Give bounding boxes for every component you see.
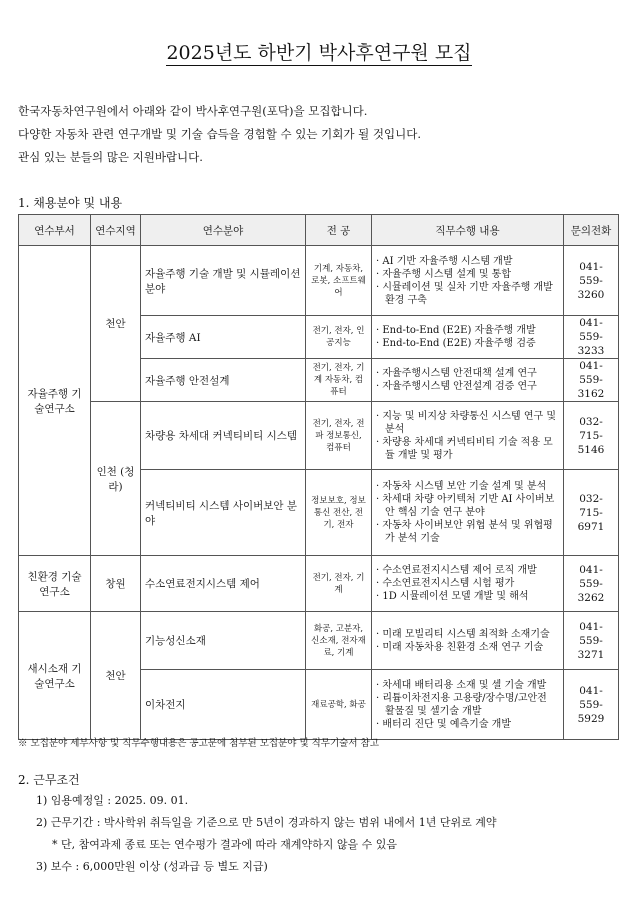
field-cell: 자율주행 AI <box>141 316 306 359</box>
major-cell: 기계, 자동차, 로봇, 소프트웨어 <box>306 246 372 316</box>
duty-item: · 차량용 차세대 커넥티비티 기술 적용 모듈 개발 및 평가 <box>376 436 553 461</box>
duty-item: · 시뮬레이션 및 실차 기반 자율주행 개발 환경 구축 <box>376 281 553 306</box>
duty-item: · 리튬이차전지용 고용량/장수명/고안전 활물질 및 셀기술 개발 <box>376 692 547 717</box>
field-cell: 기능성신소재 <box>141 612 306 670</box>
table-row <box>19 246 619 316</box>
intro-text <box>18 100 421 169</box>
table-row <box>19 612 619 670</box>
major-cell: 정보보호, 정보통신 전산, 전기, 전자 <box>306 470 372 556</box>
header-region: 연수지역 <box>91 215 141 246</box>
table-row <box>19 402 619 470</box>
field-cell: 수소연료전지시스템 제어 <box>141 556 306 612</box>
field-cell: 자율주행 기술 개발 및 시뮬레이션 분야 <box>141 246 306 316</box>
header-field: 연수분야 <box>141 215 306 246</box>
condition-item: 1) 임용예정일 : 2025. 09. 01. <box>36 794 189 807</box>
phone-cell: 041-559-3271 <box>564 612 619 670</box>
duty-cell <box>372 246 564 316</box>
header-phone: 문의전화 <box>564 215 619 246</box>
table-row <box>19 556 619 612</box>
dept-cell: 친환경 기술연구소 <box>19 556 91 612</box>
conditions-list <box>36 790 496 878</box>
phone-cell: 041-559-3260 <box>564 246 619 316</box>
region-cell: 천안 <box>91 246 141 402</box>
duty-item: · 지능 및 비지상 차량통신 시스템 연구 및 분석 <box>376 410 556 435</box>
dept-cell: 새시소재 기술연구소 <box>19 612 91 740</box>
duty-cell <box>372 612 564 670</box>
duty-item: · 자율주행시스템 안전대책 설계 연구 <box>376 368 537 379</box>
region-cell: 인천 (청라) <box>91 402 141 556</box>
duty-item: · End-to-End (E2E) 자율주행 검증 <box>376 338 536 349</box>
field-cell: 이차전지 <box>141 670 306 740</box>
header-dept: 연수부서 <box>19 215 91 246</box>
major-cell: 화공, 고분자, 신소재, 전자재료, 기계 <box>306 612 372 670</box>
header-duties: 직무수행 내용 <box>372 215 564 246</box>
condition-item: 3) 보수 : 6,000만원 이상 (성과급 등 별도 지급) <box>36 860 268 873</box>
field-cell: 자율주행 안전설계 <box>141 359 306 402</box>
table-header-row <box>19 215 619 246</box>
phone-cell: 041-559-3233 <box>564 316 619 359</box>
major-cell: 전기, 전자, 기계 <box>306 556 372 612</box>
duty-cell <box>372 670 564 740</box>
duty-item: · 수소연료전지시스템 제어 로직 개발 <box>376 565 537 576</box>
major-cell: 재료공학, 화공 <box>306 670 372 740</box>
condition-item: 2) 근무기간 : 박사학위 취득일을 기준으로 만 5년이 경과하지 않는 범위 내에서 1년 단위로 계약 <box>36 816 497 829</box>
major-cell: 전기, 전자, 전파 정보통신, 컴퓨터 <box>306 402 372 470</box>
duty-cell <box>372 316 564 359</box>
phone-cell: 041-559-5929 <box>564 670 619 740</box>
duty-item: · 1D 시뮬레이션 모델 개발 및 해석 <box>376 591 529 602</box>
duty-cell <box>372 556 564 612</box>
dept-cell: 자율주행 기술연구소 <box>19 246 91 556</box>
condition-note: * 단, 참여과제 종료 또는 연수평가 결과에 따라 재계약하지 않을 수 있음 <box>52 838 397 851</box>
duty-item: · 자율주행 시스템 설계 및 통합 <box>376 268 511 280</box>
duty-item: · 미래 모빌리티 시스템 최적화 소재기술 <box>376 628 550 640</box>
table-note: ※ 모집분야 세부사항 및 직무수행내용은 공고문에 첨부된 모집분야 및 직무기술서 참고 <box>18 738 379 749</box>
field-cell: 차량용 차세대 커넥티비티 시스템 <box>141 402 306 470</box>
major-cell: 전기, 전자, 기계 자동차, 컴퓨터 <box>306 359 372 402</box>
intro-line: 다양한 자동차 관련 연구개발 및 기술 습득을 경험할 수 있는 기회가 될 것입니다. <box>18 127 422 141</box>
page-title: 2025년도 하반기 박사후연구원 모집 <box>166 42 472 64</box>
recruitment-table <box>18 214 619 740</box>
duty-item: · 수소연료전지시스템 시험 평가 <box>376 578 515 589</box>
duty-item: · AI 기반 자율주행 시스템 개발 <box>376 255 513 267</box>
intro-line: 관심 있는 분들의 많은 지원바랍니다. <box>18 150 203 164</box>
duty-item: · 자율주행시스템 안전설계 검증 연구 <box>376 381 537 392</box>
major-cell: 전기, 전자, 인공지능 <box>306 316 372 359</box>
phone-cell: 032-715-5146 <box>564 402 619 470</box>
intro-line: 한국자동차연구원에서 아래와 같이 박사후연구원(포닥)을 모집합니다. <box>18 104 368 118</box>
duty-item: · 배터리 진단 및 예측기술 개발 <box>376 718 511 730</box>
section1-title: 1. 채용분야 및 내용 <box>18 196 123 210</box>
duty-item: · End-to-End (E2E) 자율주행 개발 <box>376 325 536 336</box>
duty-item: · 자동차 사이버보안 위협 분석 및 위협평가 분석 기술 <box>376 520 553 544</box>
region-cell: 창원 <box>91 556 141 612</box>
duty-item: · 미래 자동차용 친환경 소재 연구 기술 <box>376 641 544 653</box>
phone-cell: 041-559-3262 <box>564 556 619 612</box>
section2-title: 2. 근무조건 <box>18 773 80 787</box>
duty-item: · 차세대 차량 아키텍처 기반 AI 사이버보안 핵심 기술 연구 분야 <box>376 494 555 518</box>
field-cell: 커넥티비티 시스템 사이버보안 분야 <box>141 470 306 556</box>
duty-cell <box>372 402 564 470</box>
region-cell: 천안 <box>91 612 141 740</box>
phone-cell: 041-559-3162 <box>564 359 619 402</box>
duty-item: · 자동차 시스템 보안 기술 설계 및 분석 <box>376 481 547 492</box>
duty-item: · 차세대 배터리용 소재 및 셀 기술 개발 <box>376 679 547 691</box>
header-major: 전 공 <box>306 215 372 246</box>
duty-cell <box>372 470 564 556</box>
phone-cell: 032-715-6971 <box>564 470 619 556</box>
duty-cell <box>372 359 564 402</box>
